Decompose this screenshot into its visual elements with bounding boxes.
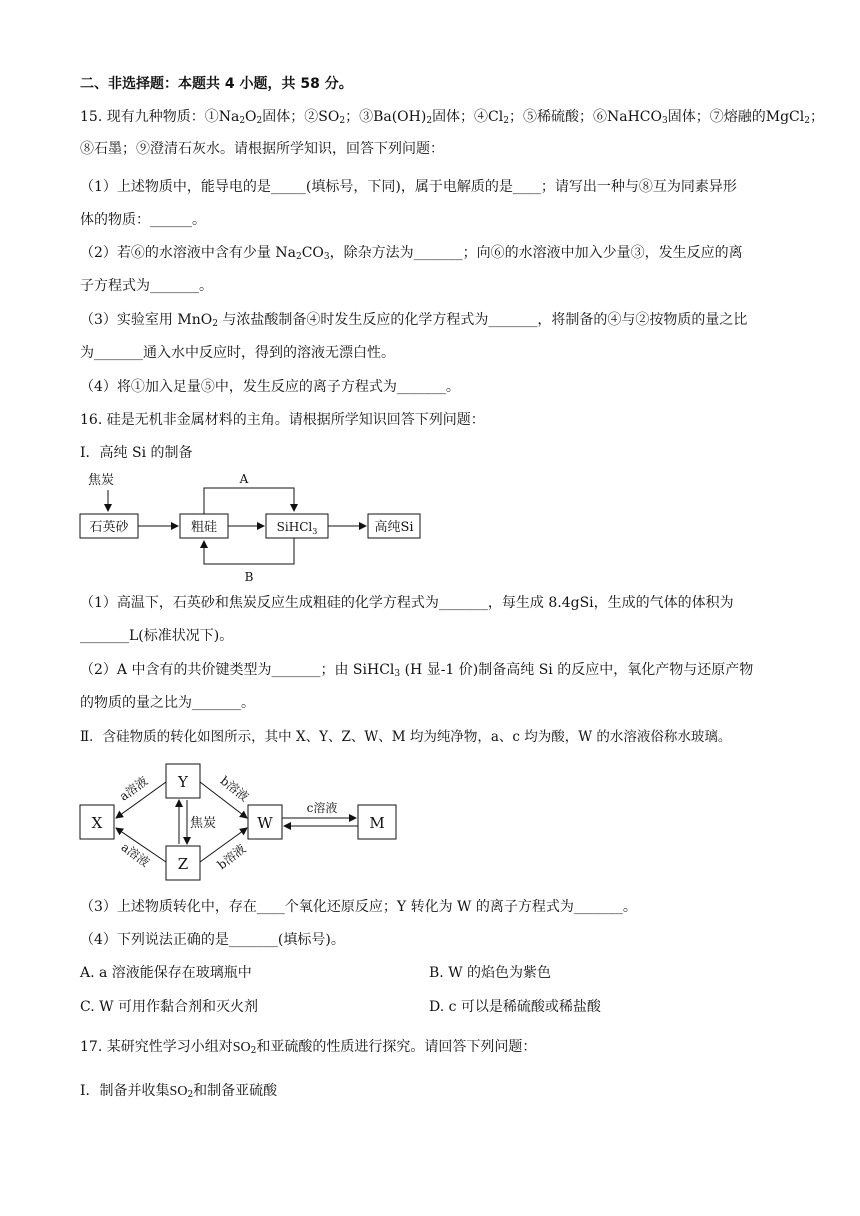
q15-part1-line2: 体的物质：______。 [80, 212, 206, 228]
q15-part4-line1: （4）将①加入足量⑤中，发生反应的离子方程式为_______。 [80, 379, 460, 395]
q15-part1-line1: （1）上述物质中，能导电的是_____(填标号，下同)，属于电解质的是____；请写出一种与⑧互为同素异形 [80, 179, 737, 195]
option-a: A. a 溶液能保存在玻璃瓶中 [80, 965, 252, 981]
q16-part1-title: Ⅰ．高纯 Si 的制备 [80, 445, 193, 461]
q15-part2-line2: 子方程式为_______。 [80, 278, 213, 294]
q16-part1-q1-line2: _______L(标准状况下)。 [80, 628, 234, 644]
coke-label: 焦炭 [88, 473, 115, 488]
label-a-bottom: a溶液 [118, 839, 153, 870]
q16-part2-q4: （4）下列说法正确的是_______(填标号)。 [80, 932, 345, 948]
q16-part1-q1-line1: （1）高温下，石英砂和焦炭反应生成粗硅的化学方程式为_______，每生成 8.4gSi，生成的气体的体积为 [80, 595, 734, 611]
q15-part3-line1: （3）实验室用 MnO$_2$ 与浓盐酸制备④时发生反应的化学方程式为_______，将制备的④与②按物质的量之比 [80, 312, 748, 329]
q16-part2-q3: （3）上述物质转化中，存在____个氧化还原反应；Y 转化为 W 的离子方程式为_______。 [80, 899, 637, 915]
label-b: B [244, 570, 254, 584]
q15-part3-line2: 为_______通入水中反应时，得到的溶液无漂白性。 [80, 345, 395, 361]
loop-a-arrow [204, 488, 294, 514]
option-b: B. W 的焰色为紫色 [429, 965, 552, 981]
label-c: c溶液 [306, 801, 338, 815]
loop-b-arrow [204, 538, 294, 564]
q15-part2-line1: （2）若⑥的水溶液中含有少量 $Na_2CO_3$，除杂方法为_______；向⑥的水溶液中加入少量③，发生反应的离 [80, 245, 743, 262]
q15-stem-line2: ⑧石墨；⑨澄清石灰水。请根据所学知识，回答下列问题： [80, 141, 444, 157]
q16-stem: 16. 硅是无机非金属材料的主角。请根据所学知识回答下列问题： [80, 412, 485, 428]
node-x-label: X [91, 814, 103, 832]
label-a: A [239, 472, 249, 486]
q16-part1-q2-line1: （2）A 中含有的共价键类型为_______；由 SiHCl$_3$ (H 显-1 价)制备高纯 Si 的反应中，氧化产物与还原产物 [80, 662, 754, 679]
q15-stem-line1: 15. 现有九种物质：$①Na_2O_2$固体；$②SO_2$；$③Ba(OH)_2$固体；$④Cl_2$；⑤稀硫酸；⑥NaHCO$_3$固体；⑦熔融的MgCl$_2$； [80, 109, 824, 126]
q17-part1-title: Ⅰ．制备并收集$SO_2$和制备亚硫酸 [80, 1083, 278, 1100]
node-z-label: Z [177, 855, 189, 873]
silicon-production-flowchart [76, 468, 436, 586]
quartz-sand-label: 石英砂 [89, 520, 129, 535]
node-y-label: Y [178, 773, 188, 791]
silicon-conversion-diagram [76, 758, 406, 888]
node-m-label: M [369, 814, 385, 832]
q16-part1-q2-line2: 的物质的量之比为_______。 [80, 695, 255, 711]
sihcl3-label: SiHCl$_3$ [276, 520, 318, 536]
option-c: C. W 可用作黏合剂和灭火剂 [80, 999, 258, 1015]
q16-part2-title: Ⅱ．含硅物质的转化如图所示，其中 X、Y、Z、W、M 均为纯净物，a、c 均为酸，W 的水溶液俗称水玻璃。 [80, 729, 732, 745]
label-b-top: b溶液 [217, 773, 252, 805]
option-d: D. c 可以是稀硫酸或稀盐酸 [429, 999, 601, 1015]
crude-silicon-label: 粗硅 [190, 520, 218, 535]
label-a-top: a溶液 [116, 773, 151, 804]
label-coke: 焦炭 [190, 816, 217, 831]
section-heading: 二、非选择题：本题共 4 小题，共 58 分。 [80, 76, 353, 92]
node-w-label: W [257, 814, 273, 832]
q17-stem: 17. 某研究性学习小组对$SO_2$和亚硫酸的性质进行探究。请回答下列问题： [80, 1039, 537, 1056]
label-b-bottom: b溶液 [214, 841, 249, 873]
pure-silicon-label: 高纯Si [374, 520, 414, 535]
